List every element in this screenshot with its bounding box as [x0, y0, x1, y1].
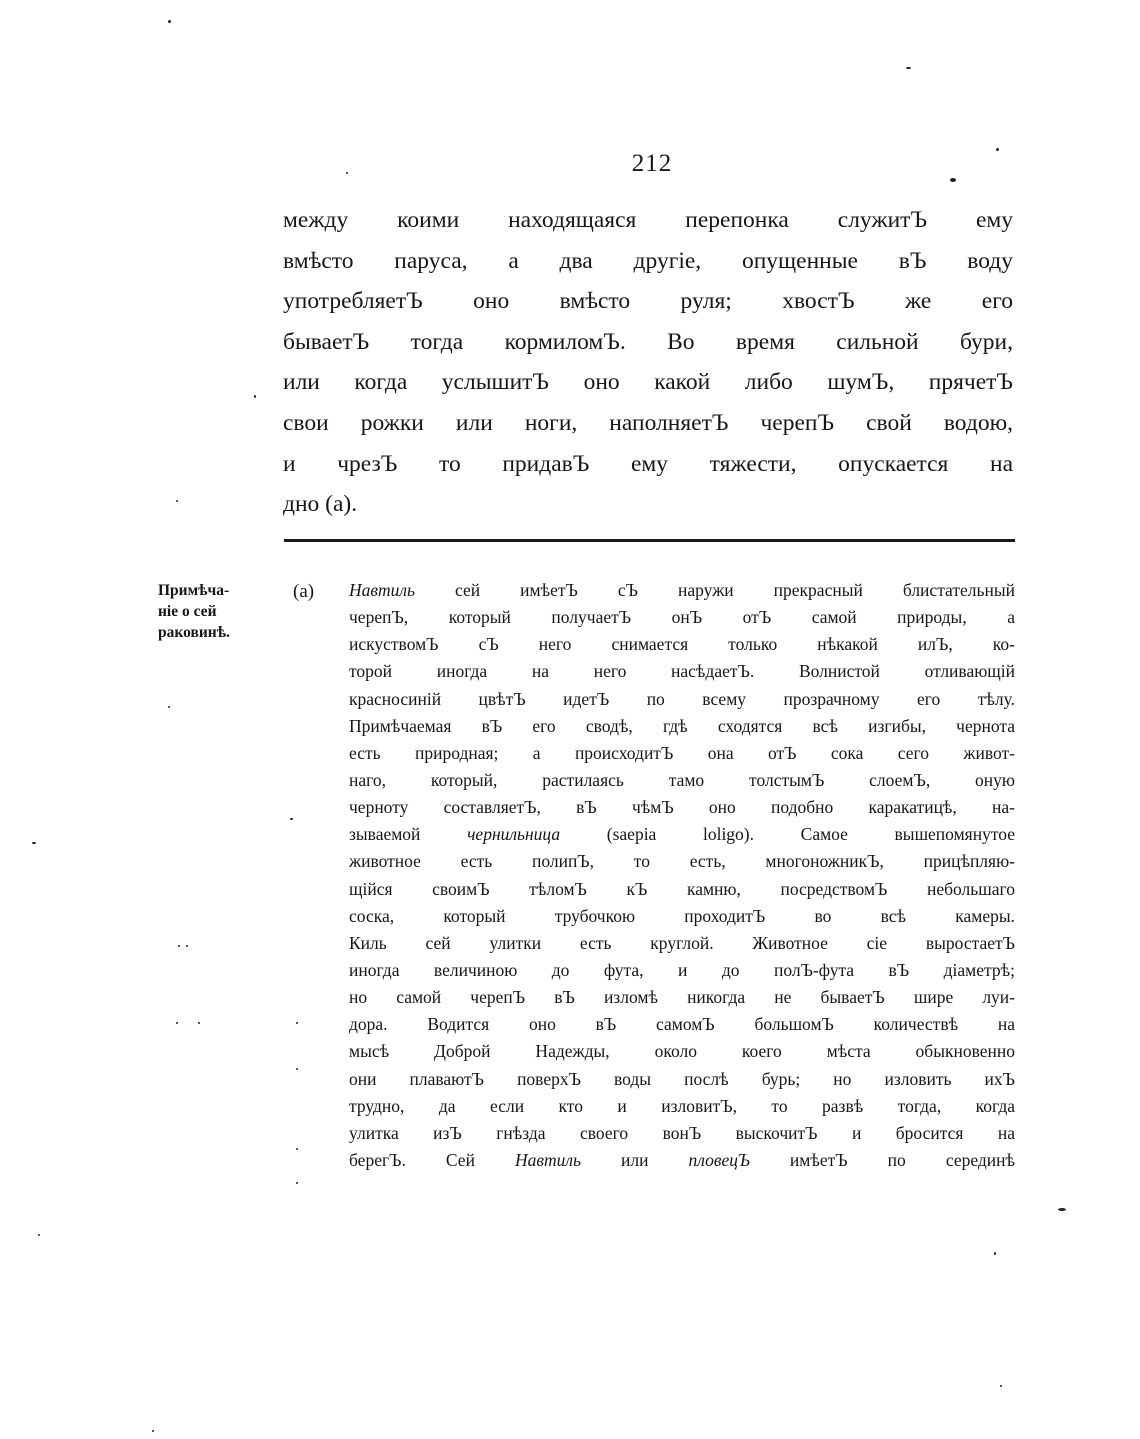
- footnote-text-fragment: есть природная; а происходитЪ она отЪ сока сего живот-: [349, 742, 1015, 763]
- margin-note-line: раковинѣ.: [158, 624, 230, 641]
- main-text-line: вмѣсто паруса, а два другіе, опущенные вЪ воду: [283, 247, 1013, 274]
- scan-speck: [296, 1182, 298, 1184]
- scan-speck: [1058, 1208, 1066, 1211]
- main-text-block: [283, 200, 1013, 525]
- footnote-text-fragment: искуствомЪ сЪ него снимается только нѣкакой илЪ, ко-: [349, 634, 1015, 655]
- scan-speck: [254, 395, 256, 398]
- footnote-text-line: [349, 713, 1015, 740]
- footnote-text-line: [349, 631, 1015, 658]
- main-text-line: употребляетЪ оно вмѣсто руля; хвостЪ же его: [283, 288, 1013, 315]
- footnote-marker: (а): [293, 581, 315, 602]
- margin-note-line: ніе о сей: [158, 603, 217, 620]
- footnote-text-line: [349, 577, 1015, 604]
- footnote-text-fragment: черепЪ, который получаетЪ онЪ отЪ самой природы, а: [349, 607, 1015, 628]
- footnote-text-line: [349, 767, 1015, 794]
- scan-speck: [198, 1022, 200, 1024]
- footnote-text-line: [349, 957, 1015, 984]
- footnote-text-fragment: улитка изЪ гнѣзда своего вонЪ выскочитЪ и бросится на: [349, 1122, 1015, 1143]
- footnote-text-block: [349, 577, 1015, 1174]
- footnote-text-line: [349, 930, 1015, 957]
- main-text-line: дно (а).: [283, 491, 358, 518]
- scan-speck: [296, 1148, 298, 1150]
- main-text-line: свои рожки или ноги, наполняетЪ черепЪ свой водою,: [283, 409, 1013, 436]
- scan-speck: [178, 945, 180, 947]
- footnote-text-line: [349, 740, 1015, 767]
- footnote-text-fragment: Примѣчаемая вЪ его сводѣ, гдѣ сходятся всѣ изгибы, чернота: [349, 715, 1015, 736]
- footnote-text-fragment: черноту составляетЪ, вЪ чѣмЪ оно подобно каракатицѣ, на-: [349, 797, 1015, 818]
- scan-speck: [38, 1234, 40, 1236]
- footnote-text-line: [349, 1120, 1015, 1147]
- scan-speck: [176, 1022, 178, 1024]
- footnote-text-line: [349, 658, 1015, 685]
- scan-speck: [296, 1022, 298, 1024]
- scan-speck: [290, 818, 293, 820]
- page-number: 212: [631, 150, 673, 177]
- scan-speck: [168, 20, 171, 23]
- scan-speck: [32, 842, 36, 844]
- footnote-text-fragment: зываемой: [349, 824, 468, 845]
- scan-speck: [906, 67, 911, 69]
- footnote-text-line: [349, 1011, 1015, 1038]
- main-text-line: бываетЪ тогда кормиломЪ. Во время сильной бури,: [283, 328, 1013, 355]
- footnote-text-fragment: берегЪ. Сей: [349, 1149, 515, 1170]
- footnote-text-line: [349, 1066, 1015, 1093]
- footnote-text-fragment: красносиній цвѣтЪ идетЪ по всему прозрачному его тѣлу.: [349, 688, 1015, 709]
- footnote-text-fragment: соска, который трубочкою проходитЪ во всѣ камеры.: [349, 905, 1015, 926]
- footnote-italic-term: чернильница: [467, 824, 561, 845]
- scan-speck: [996, 148, 999, 151]
- main-text-line: между коими находящаяся перепонка служитЪ ему: [283, 207, 1013, 233]
- footnote-italic-term: Навтиль: [349, 580, 415, 600]
- margin-note: [158, 580, 278, 643]
- footnote-italic-term: Навтиль: [515, 1149, 581, 1170]
- footnote-text-fragment: иногда величиною до фута, и до полЪ-фута вЪ діаметрѣ;: [349, 959, 1015, 980]
- scan-speck: [346, 172, 348, 174]
- footnote-text-fragment: или: [580, 1149, 689, 1170]
- footnote-text-line: [349, 903, 1015, 930]
- footnote-text-fragment: имѣетЪ по серединѣ: [749, 1149, 1016, 1170]
- footnote-text-line: [349, 821, 1015, 848]
- footnote-text-fragment: трудно, да если кто и изловитЪ, то развѣ тогда, когда: [349, 1095, 1015, 1116]
- scan-speck: [176, 500, 178, 502]
- footnote-text-fragment: они плаваютЪ поверхЪ воды послѣ бурь; но изловить ихЪ: [349, 1068, 1015, 1089]
- footnote-italic-term: пловецЪ: [688, 1149, 750, 1170]
- footnote-text-fragment: мысѣ Доброй Надежды, около коего мѣста обыкновенно: [349, 1041, 1015, 1062]
- footnote-text-fragment: сей имѣетЪ сЪ наружи прекрасный блистательный: [414, 580, 1015, 600]
- footnote-text-line: [349, 1038, 1015, 1065]
- footnote-divider-rule: [284, 539, 1015, 542]
- footnote-text-line: [349, 1147, 1015, 1174]
- scan-speck: [168, 706, 170, 708]
- footnote-text-fragment: но самой черепЪ вЪ изломѣ никогда не бываетЪ шире луи-: [349, 987, 1015, 1008]
- scan-speck: [186, 945, 188, 947]
- footnote-text-fragment: животное есть полипЪ, то есть, многоножникЪ, прицѣпляю-: [349, 851, 1015, 872]
- scan-speck: [994, 1252, 996, 1255]
- footnote-text-line: [349, 984, 1015, 1011]
- footnote-text-line: [349, 686, 1015, 713]
- footnote-text-fragment: щійся своимЪ тѣломЪ кЪ камню, посредствомЪ небольшаго: [349, 878, 1015, 899]
- margin-note-line: Примѣча-: [158, 582, 230, 599]
- scan-speck: [950, 178, 956, 182]
- main-text-line: и чрезЪ то придавЪ ему тяжести, опускается на: [283, 450, 1013, 477]
- footnote-text-fragment: наго, который, растилаясь тамо толстымЪ слоемЪ, оную: [349, 769, 1015, 790]
- footnote-text-line: [349, 604, 1015, 631]
- main-text-line: или когда услышитЪ оно какой либо шумЪ, прячетЪ: [283, 369, 1013, 396]
- footnote-text-fragment: дора. Водится оно вЪ самомЪ большомЪ количествѣ на: [349, 1014, 1015, 1035]
- scan-speck: [1000, 1385, 1002, 1387]
- footnote-text-fragment: (saepia loligo). Самое вышепомянутое: [560, 824, 1015, 845]
- footnote-text-fragment: торой иногда на него насѣдаетЪ. Волнистой отливающій: [349, 661, 1015, 682]
- footnote-text-line: [349, 794, 1015, 821]
- scan-speck: [296, 1068, 298, 1070]
- footnote-text-fragment: Киль сей улитки есть круглой. Животное сіе выростаетЪ: [349, 932, 1015, 953]
- footnote-text-line: [349, 1093, 1015, 1120]
- footnote-text-line: [349, 876, 1015, 903]
- scan-speck: [152, 1430, 154, 1432]
- footnote-text-line: [349, 848, 1015, 875]
